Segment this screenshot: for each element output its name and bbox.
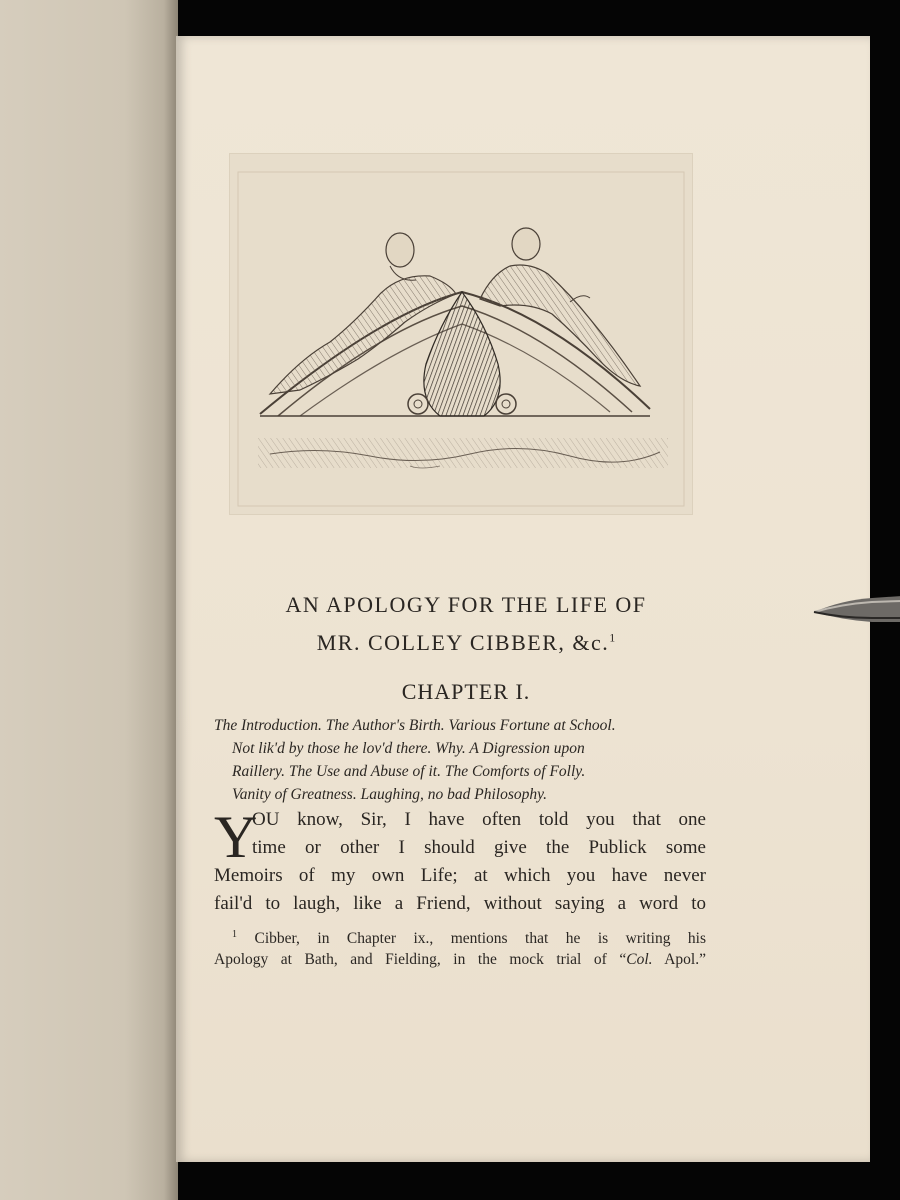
title-footnote-marker: 1	[609, 630, 616, 645]
body-line: fail'd to laugh, like a Friend, without saying a word to	[214, 893, 706, 914]
title-line-2-text: MR. COLLEY CIBBER, &c.	[316, 630, 610, 655]
footnote-line-1	[214, 924, 706, 949]
body-line: OU know, Sir, I have often told you that one	[252, 809, 706, 830]
chapter-heading: CHAPTER I.	[401, 679, 531, 704]
drop-cap: Y	[214, 804, 258, 870]
pen-tip-icon	[812, 592, 900, 626]
footnote-line-1-text: Cibber, in Chapter ix., mentions that he is writing his	[254, 930, 707, 948]
summary-line: The Introduction. The Author's Birth. Various Fortune at School.	[214, 717, 616, 734]
footnote-line-2-a: Apology at Bath, and Fielding, in the mock trial of “	[214, 951, 627, 969]
book-page	[176, 36, 870, 1162]
facing-page	[0, 0, 178, 1200]
title-line-2	[176, 630, 756, 656]
footnote	[214, 924, 706, 970]
engraving-plate	[230, 154, 692, 514]
pediment-engraving	[230, 154, 692, 514]
summary-line: Raillery. The Use and Abuse of it. The Comforts of Folly.	[232, 763, 586, 780]
body-line: Memoirs of my own Life; at which you have never	[214, 865, 706, 886]
body-paragraph	[214, 806, 706, 918]
footnote-line-2	[214, 949, 706, 970]
body-line: time or other I should give the Publick some	[252, 837, 706, 858]
summary-line: Not lik'd by those he lov'd there. Why. A Digression upon	[232, 740, 585, 757]
footnote-marker: 1	[232, 929, 237, 940]
footnote-italic: Col.	[626, 951, 653, 969]
chapter-summary	[214, 714, 714, 806]
title-line-1: AN APOLOGY FOR THE LIFE OF	[285, 592, 647, 617]
footnote-line-2-b: Apol.”	[652, 951, 706, 969]
summary-line: Vanity of Greatness. Laughing, no bad Philosophy.	[232, 786, 548, 803]
